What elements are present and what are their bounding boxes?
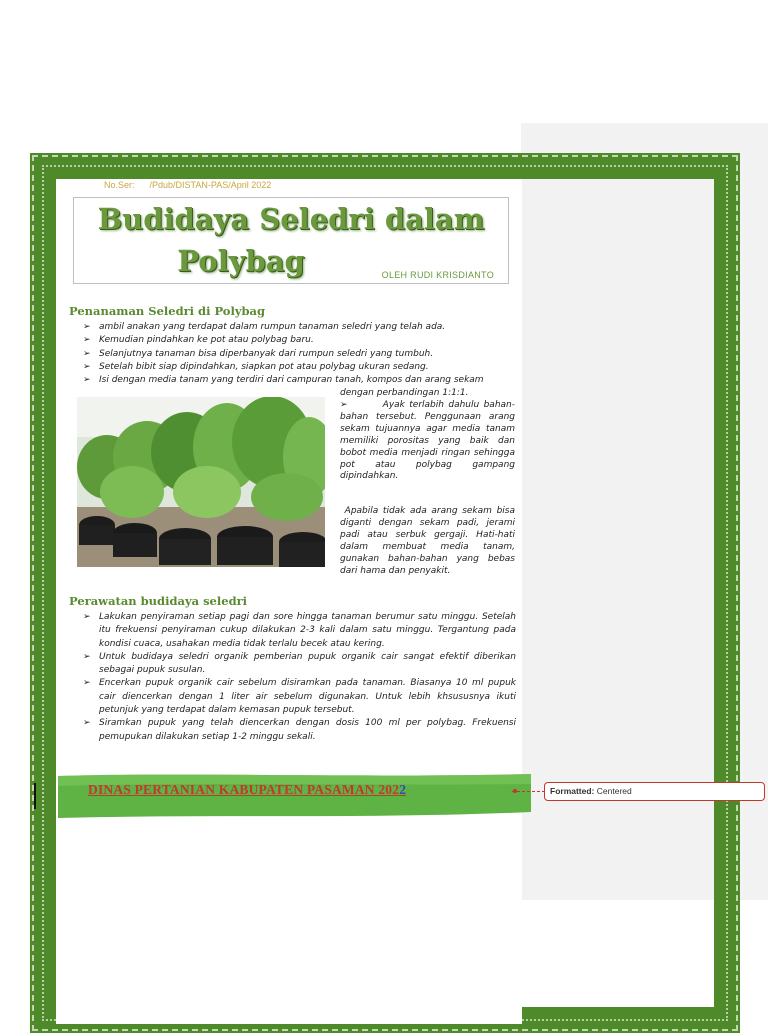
arrow-bullet-icon: ➢	[83, 348, 91, 359]
list-item: ➢ Setelah bibit siap dipindahkan, siapkan pot atau polybag ukuran sedang.	[80, 361, 520, 374]
title-box	[73, 197, 509, 284]
sub-bullet: ➢ Ayak terlabih dahulu bahan-bahan tersebut. Penggunaan arang sekam tujuannya agar media tanam memiliki porositas yang baik dan bobot media menjadi ringan sehingga pot atau polybag gampang dipindahkan.	[340, 400, 515, 482]
arrow-bullet-icon: ➢	[340, 400, 383, 410]
list-item: ➢ Lakukan penyiraman setiap pagi dan sore hingga tanaman berumur satu minggu. Setelah itu frekuensi penyiraman cukup dilakukan 2-3 kali dalam satu minggu. Tergantung pada kondisi cuaca, usahakan media tidak terlalu becek atau kering.	[83, 612, 516, 649]
arrow-bullet-icon: ➢	[83, 322, 91, 332]
formatting-comment-balloon[interactable]: Formatted: Centered	[544, 782, 765, 801]
bullet-continuation: dengan perbandingan 1:1:1.	[340, 388, 469, 398]
list-item: ➢ Kemudian pindahkan ke pot atau polybag baru.	[80, 334, 520, 347]
arrow-bullet-icon: ➢	[83, 718, 91, 729]
arrow-bullet-icon: ➢	[83, 361, 91, 372]
document-number: No.Ser: /Pdub/DISTAN-PAS/April 2022	[104, 180, 272, 190]
list-item: ➢ Selanjutnya tanaman bisa diperbanyak dari rumpun seledri yang tumbuh.	[80, 348, 520, 361]
arrow-bullet-icon: ➢	[83, 651, 91, 662]
section-heading-care: Perawatan budidaya seledri	[69, 594, 248, 608]
list-item: ➢ ambil anakan yang terdapat dalam rumpun tanaman seledri yang telah ada.	[80, 321, 520, 334]
title-line-2: Polybag	[177, 244, 305, 278]
footer-title: DINAS PERTANIAN KABUPATEN PASAMAN 2022	[88, 782, 407, 797]
list-item: ➢ Isi dengan media tanam yang terdiri dari campuran tanah, kompos dan arang sekam	[80, 374, 520, 387]
media-paragraph: Apabila tidak ada arang sekam bisa diganti dengan sekam padi, jerami padi atau serbuk gergaji. Hati-hati dalam membuat media tanam, gunakan bahan-bahan yang bebas dari hama dan penyakit.	[340, 506, 515, 576]
arrow-bullet-icon: ➢	[83, 375, 91, 386]
arrow-bullet-icon: ➢	[83, 335, 91, 346]
list-item: ➢ Siramkan pupuk yang telah diencerkan dengan dosis 100 ml per polybag. Frekuensi pemupukan dilakukan setiap 1-2 minggu sekali.	[83, 718, 516, 742]
comment-connector	[512, 791, 545, 792]
section-heading-planting: Penanaman Seledri di Polybag	[69, 304, 266, 318]
tracked-insertion: 2	[399, 782, 407, 797]
arrow-bullet-icon: ➢	[83, 678, 91, 689]
celery-polybag-photo	[77, 397, 325, 567]
author-byline: OLEH RUDI KRISDIANTO	[381, 270, 494, 280]
list-item: ➢ Encerkan pupuk organik cair sebelum disiramkan pada tanaman. Biasanya 10 ml pupuk cair diencerkan dengan 1 liter air sebelum digunakan. Untuk lebih khsususnya ikuti petunjuk yang terdapat dalam kemasan pupuk tersebut.	[83, 678, 516, 716]
planting-list	[80, 321, 520, 387]
title-line-1: Budidaya Seledri dalam	[97, 202, 485, 236]
care-list	[80, 611, 516, 744]
arrow-bullet-icon: ➢	[83, 612, 91, 622]
text-cursor	[34, 783, 36, 809]
list-item: ➢ Untuk budidaya seledri organik pemberian pupuk organik cair sangat efektif diberikan sebagai pupuk susulan.	[83, 651, 516, 676]
